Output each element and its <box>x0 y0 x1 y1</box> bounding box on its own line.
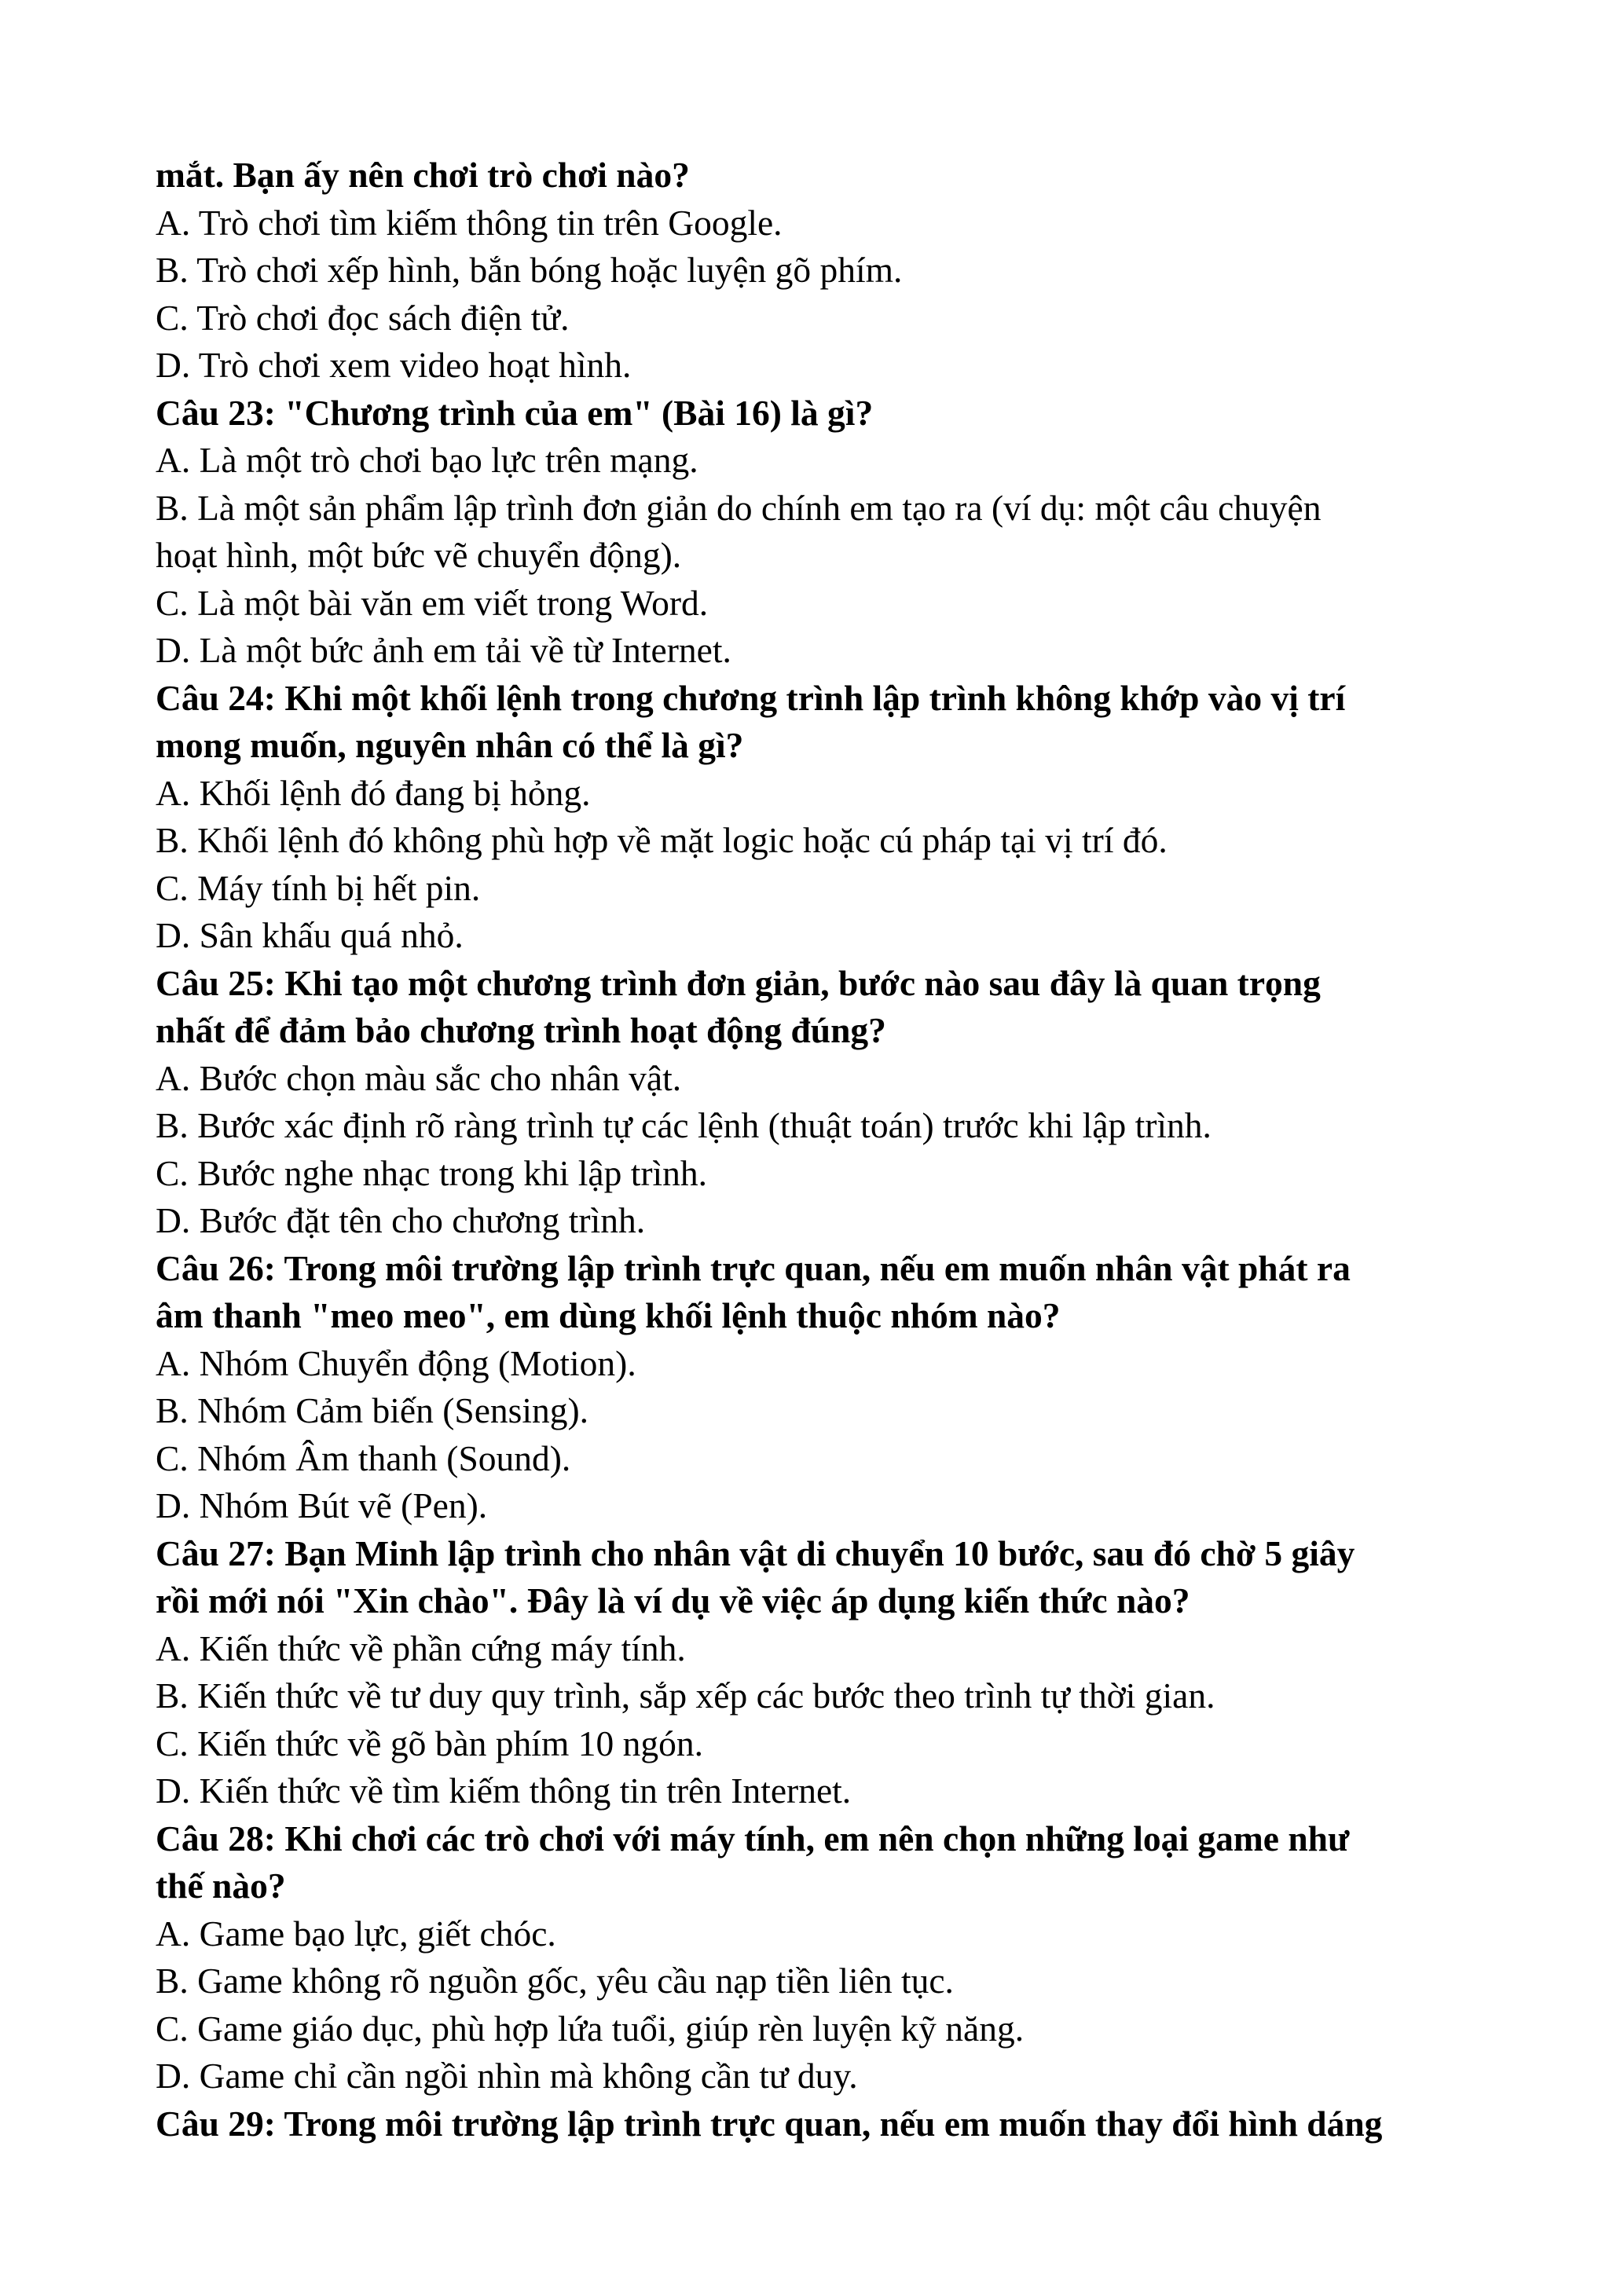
answer-option: A. Là một trò chơi bạo lực trên mạng. <box>156 440 698 480</box>
answer-option: A. Nhóm Chuyển động (Motion). <box>156 1342 636 1383</box>
answer-option: C. Game giáo dục, phù hợp lứa tuổi, giúp rèn luyện kỹ năng. <box>156 2008 1025 2049</box>
question-28 <box>156 1815 1476 2100</box>
question-text: Câu 24: Khi một khối lệnh trong chương trình lập trình không khớp vào vị trí <box>156 677 1346 718</box>
answer-option: C. Nhóm Âm thanh (Sound). <box>156 1437 571 1478</box>
answer-option: A. Bước chọn màu sắc cho nhân vật. <box>156 1057 682 1098</box>
answer-option: B. Là một sản phẩm lập trình đơn giản do chính em tạo ra (ví dụ: một câu chuyện <box>156 487 1322 528</box>
answer-option: D. Là một bức ảnh em tải về từ Internet. <box>156 630 731 670</box>
question-text: Câu 23: "Chương trình của em" (Bài 16) là gì? <box>156 392 874 433</box>
question-text: Câu 26: Trong môi trường lập trình trực quan, nếu em muốn nhân vật phát ra <box>156 1247 1351 1288</box>
question-text: thế nào? <box>156 1866 286 1906</box>
question-text: nhất để đảm bảo chương trình hoạt động đúng? <box>156 1010 886 1050</box>
question-text: âm thanh "meo meo", em dùng khối lệnh thuộc nhóm nào? <box>156 1295 1061 1335</box>
answer-option: C. Bước nghe nhạc trong khi lập trình. <box>156 1152 708 1193</box>
answer-option: D. Sân khấu quá nhỏ. <box>156 915 464 955</box>
question-27 <box>156 1530 1476 1815</box>
answer-option: A. Game bạo lực, giết chóc. <box>156 1913 556 1954</box>
answer-option: B. Nhóm Cảm biến (Sensing). <box>156 1390 589 1430</box>
answer-option: A. Kiến thức về phần cứng máy tính. <box>156 1628 686 1668</box>
question-text: rồi mới nói "Xin chào". Đây là ví dụ về việc áp dụng kiến thức nào? <box>156 1580 1190 1620</box>
answer-option: D. Nhóm Bút vẽ (Pen). <box>156 1485 488 1525</box>
answer-option: B. Kiến thức về tư duy quy trình, sắp xếp các bước theo trình tự thời gian. <box>156 1675 1215 1716</box>
answer-option: C. Trò chơi đọc sách điện tử. <box>156 297 570 338</box>
question-text: Câu 27: Bạn Minh lập trình cho nhân vật di chuyển 10 bước, sau đó chờ 5 giây <box>156 1532 1355 1573</box>
answer-option: C. Là một bài văn em viết trong Word. <box>156 582 709 623</box>
answer-option: B. Khối lệnh đó không phù hợp về mặt logic hoặc cú pháp tại vị trí đó. <box>156 820 1168 860</box>
question-24 <box>156 675 1476 960</box>
question-25 <box>156 960 1476 1245</box>
answer-option: D. Trò chơi xem video hoạt hình. <box>156 345 632 385</box>
document-page <box>156 152 1476 2148</box>
question-text: Câu 28: Khi chơi các trò chơi với máy tính, em nên chọn những loại game như <box>156 1818 1350 1858</box>
answer-option: C. Máy tính bị hết pin. <box>156 867 481 908</box>
answer-option: B. Trò chơi xếp hình, bắn bóng hoặc luyện gõ phím. <box>156 250 903 290</box>
answer-option: C. Kiến thức về gõ bàn phím 10 ngón. <box>156 1723 703 1763</box>
answer-option: D. Bước đặt tên cho chương trình. <box>156 1200 646 1240</box>
question-text: mong muốn, nguyên nhân có thể là gì? <box>156 725 744 765</box>
question-text: mắt. Bạn ấy nên chơi trò chơi nào? <box>156 155 690 195</box>
question-23 <box>156 390 1476 675</box>
question-text: Câu 25: Khi tạo một chương trình đơn giản, bước nào sau đây là quan trọng <box>156 962 1321 1003</box>
answer-option: D. Kiến thức về tìm kiếm thông tin trên Internet. <box>156 1771 852 1811</box>
answer-option-continuation: hoạt hình, một bức vẽ chuyển động). <box>156 535 682 575</box>
answer-option: D. Game chỉ cần ngồi nhìn mà không cần tư duy. <box>156 2056 858 2096</box>
question-26 <box>156 1245 1476 1530</box>
question-text: Câu 29: Trong môi trường lập trình trực quan, nếu em muốn thay đổi hình dáng <box>156 2103 1383 2144</box>
answer-option: B. Bước xác định rõ ràng trình tự các lệnh (thuật toán) trước khi lập trình. <box>156 1105 1212 1145</box>
answer-option: B. Game không rõ nguồn gốc, yêu cầu nạp tiền liên tục. <box>156 1961 954 2001</box>
answer-option: A. Khối lệnh đó đang bị hỏng. <box>156 772 591 813</box>
question-22 <box>156 152 1476 390</box>
answer-option: A. Trò chơi tìm kiếm thông tin trên Google. <box>156 202 783 243</box>
question-29 <box>156 2100 1476 2148</box>
